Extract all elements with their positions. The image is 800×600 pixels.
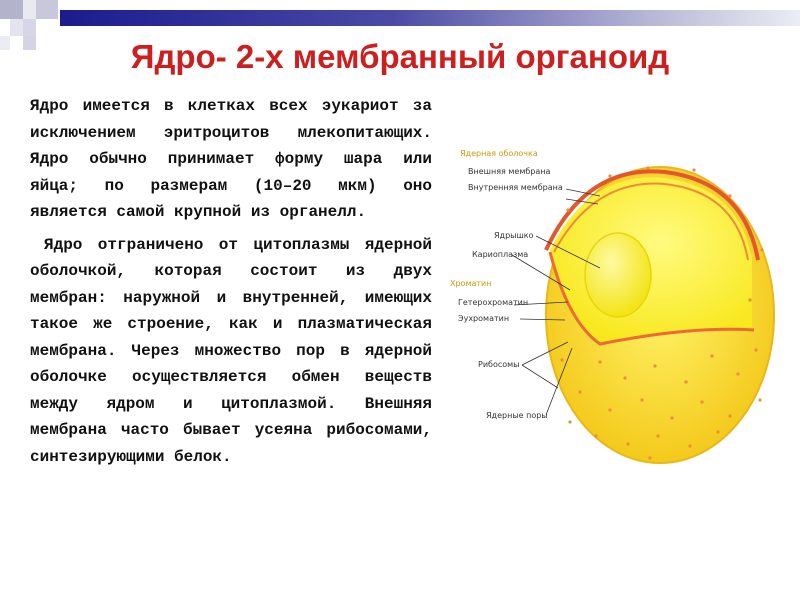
label-chromatin: Хроматин [450,279,492,288]
label-nuclear-pores: Ядерные поры [486,411,548,420]
nucleolus [585,233,651,317]
label-inner-membrane: Внутренняя мембрана [468,183,563,192]
label-euchromatin: Эухроматин [458,314,510,323]
decor-square [23,19,36,36]
label-karyoplasm: Кариоплазма [472,250,529,259]
slide-body [30,93,432,470]
paragraph-nuclear-envelope: Ядро отграничено от цитоплазмы ядерной оболочкой, которая состоит из двух мембран: наружной и внутренней, имеющих такое же строение, как и плазматическая мембрана. Через множество пор в ядерной оболочке осуществляется обмен веществ между ядром и цитоплазмой. Внешняя мембрана часто бывает усеяна рибосомами, синтезирующими белок. [30,235,432,466]
paragraph-nucleus-description: Ядро имеется в клетках всех эукариот за исключением эритроцитов млекопитающих. Ядро обычно принимает форму шара или яйца; по размерам (10–20 мкм) оно является самой крупной из органелл. [30,97,432,221]
nucleus-diagram [450,130,780,470]
label-ribosomes: Рибосомы [478,360,520,369]
decor-square [23,0,36,19]
label-outer-membrane: Внешняя мембрана [468,167,551,176]
label-envelope: Ядерная оболочка [460,149,538,158]
decor-square [0,0,23,19]
label-nucleolus: Ядрышко [494,231,534,240]
decor-square [10,19,23,36]
header-gradient-bar [60,10,800,26]
decor-square [36,0,58,19]
slide-title: Ядро- 2-х мембранный органоид [130,38,670,75]
label-heterochromatin: Гетерохроматин [458,298,529,307]
